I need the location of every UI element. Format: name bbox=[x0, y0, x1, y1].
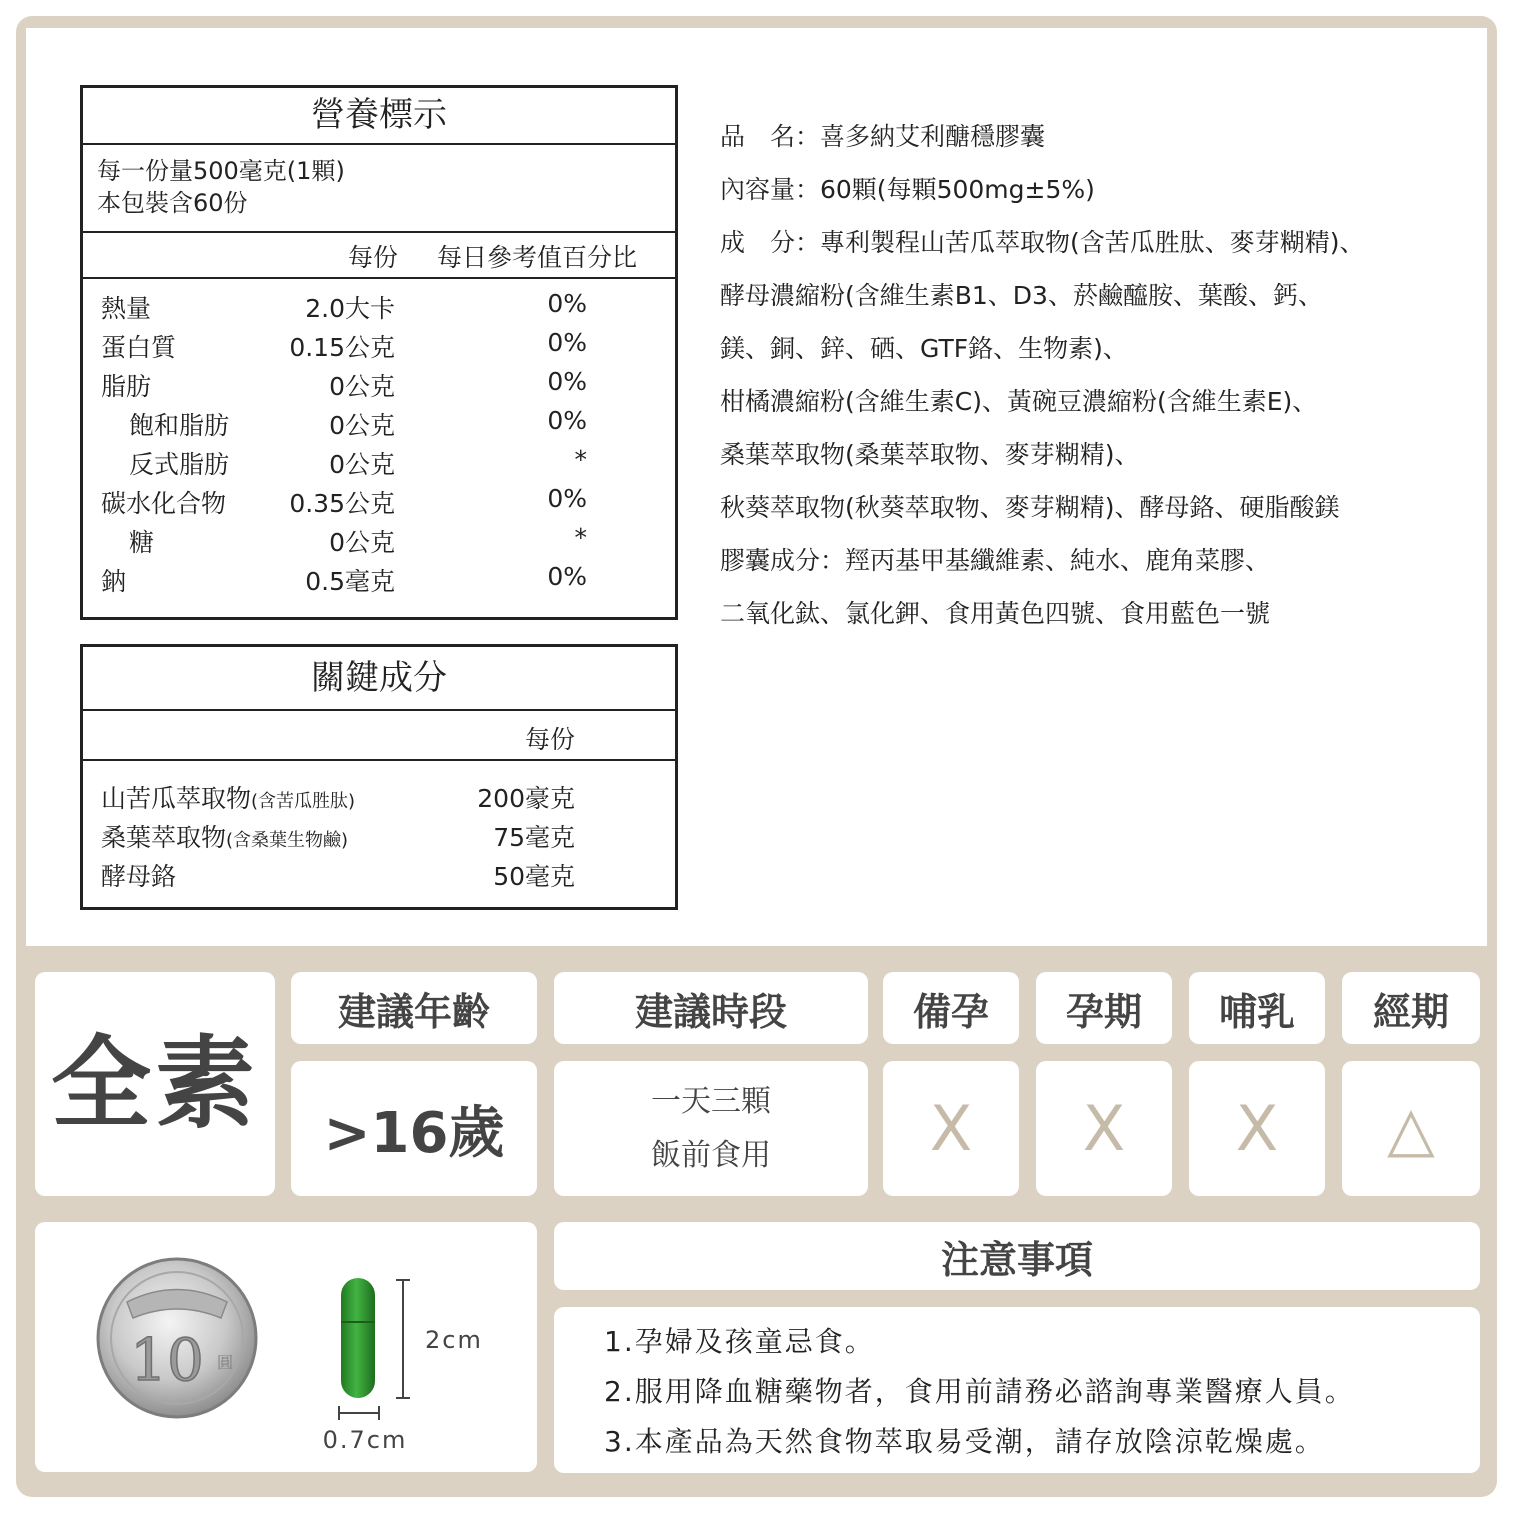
info-line: 膠囊成分：羥丙基甲基纖維素、純水、鹿角菜膠、 bbox=[720, 546, 1271, 575]
table-row bbox=[83, 562, 675, 601]
table-row bbox=[83, 406, 675, 445]
length-label: 2cm bbox=[425, 1326, 483, 1354]
nutrient-value: 0公克 bbox=[329, 411, 395, 440]
length-dimension-icon bbox=[396, 1280, 410, 1398]
table-row bbox=[83, 289, 675, 328]
nutrient-value: 0公克 bbox=[329, 528, 395, 557]
note-item: 2.服用降血糖藥物者，食用前請務必諮詢專業醫療人員。 bbox=[604, 1375, 1355, 1408]
nutrient-value: 0.35公克 bbox=[289, 489, 395, 518]
capsule-icon bbox=[341, 1278, 375, 1398]
table-row bbox=[83, 445, 675, 484]
table-row bbox=[83, 779, 675, 818]
suitability-mark-prep: X bbox=[883, 1061, 1019, 1196]
info-line: 鎂、銅、鋅、硒、GTF鉻、生物素)、 bbox=[720, 334, 1128, 363]
key-ingredients-header bbox=[83, 711, 675, 761]
nutrient-name: 熱量 bbox=[101, 294, 152, 323]
nutrient-name: 反式脂肪 bbox=[129, 450, 230, 479]
suitability-header-pregnancy: 孕期 bbox=[1036, 972, 1172, 1044]
nutrient-pct: * bbox=[574, 445, 587, 474]
diet-type-badge: 全素 bbox=[35, 972, 275, 1196]
key-ingredients-table bbox=[80, 644, 678, 910]
coin-suffix: 圓 bbox=[216, 1353, 234, 1372]
nutrient-name: 糖 bbox=[129, 528, 155, 557]
age-value: >16歲 bbox=[291, 1061, 537, 1196]
ingredient-label: 酵母鉻 bbox=[101, 862, 177, 891]
nutrient-name: 蛋白質 bbox=[101, 333, 177, 362]
timing-line-1: 一天三顆 bbox=[651, 1083, 771, 1119]
table-row bbox=[83, 484, 675, 523]
nutrient-pct: * bbox=[574, 523, 587, 552]
info-line: 二氧化鈦、氯化鉀、食用黃色四號、食用藍色一號 bbox=[720, 599, 1271, 628]
table-row bbox=[83, 857, 675, 896]
width-label: 0.7cm bbox=[322, 1426, 408, 1454]
table-row bbox=[83, 367, 675, 406]
nutrient-name: 飽和脂肪 bbox=[129, 411, 230, 440]
serving-size: 每一份量500毫克(1顆) bbox=[97, 157, 345, 185]
nutrient-pct: 0% bbox=[547, 289, 587, 318]
suitability-mark-breastfeeding: X bbox=[1189, 1061, 1325, 1196]
nutrient-name: 鈉 bbox=[101, 567, 127, 596]
note-item: 3.本產品為天然食物萃取易受潮，請存放陰涼乾燥處。 bbox=[604, 1425, 1325, 1458]
info-line: 柑橘濃縮粉(含維生素C)、黃碗豆濃縮粉(含維生素E)、 bbox=[720, 387, 1318, 416]
timing-value bbox=[554, 1061, 868, 1196]
nutrition-title: 營養標示 bbox=[83, 88, 675, 145]
nutrient-value: 2.0大卡 bbox=[305, 294, 395, 323]
table-row bbox=[83, 818, 675, 857]
nutrient-name: 碳水化合物 bbox=[101, 489, 227, 518]
info-line: 酵母濃縮粉(含維生素B1、D3、菸鹼醯胺、葉酸、鈣、 bbox=[720, 281, 1323, 310]
suitability-mark-menstruation: △ bbox=[1342, 1061, 1480, 1196]
width-dimension-icon bbox=[339, 1406, 379, 1420]
nutrition-header bbox=[83, 233, 675, 279]
timing-header: 建議時段 bbox=[554, 972, 868, 1044]
ingredient-label: 桑葉萃取物 bbox=[101, 823, 227, 852]
ingredient-name bbox=[101, 818, 348, 854]
ingredient-note: (含苦瓜胜肽) bbox=[251, 791, 356, 812]
ingredient-name bbox=[101, 779, 355, 815]
coin-icon bbox=[98, 1259, 256, 1417]
table-row bbox=[83, 328, 675, 367]
col-daily-pct: 每日參考值百分比 bbox=[437, 243, 638, 272]
table-row bbox=[83, 523, 675, 562]
nutrient-pct: 0% bbox=[547, 406, 587, 435]
serving-info bbox=[83, 145, 675, 233]
info-line: 品 名：喜多納艾利醣穩膠囊 bbox=[720, 122, 1046, 151]
nutrition-table bbox=[80, 85, 678, 620]
ingredient-note: (含桑葉生物鹼) bbox=[226, 830, 349, 851]
servings-per-pack: 本包裝含60份 bbox=[97, 189, 248, 217]
info-line: 成 分：專利製程山苦瓜萃取物(含苦瓜胜肽、麥芽糊精)、 bbox=[720, 228, 1365, 257]
ingredient-label: 山苦瓜萃取物 bbox=[101, 784, 252, 813]
info-line: 桑葉萃取物(桑葉萃取物、麥芽糊精)、 bbox=[720, 440, 1140, 469]
size-illustration bbox=[35, 1222, 537, 1472]
timing-line-2: 飯前食用 bbox=[651, 1137, 771, 1173]
size-comparison bbox=[35, 1222, 537, 1472]
notes-list bbox=[554, 1307, 1480, 1473]
notes-title: 注意事項 bbox=[554, 1222, 1480, 1290]
info-line: 秋葵萃取物(秋葵萃取物、麥芽糊精)、酵母鉻、硬脂酸鎂 bbox=[720, 493, 1340, 522]
ingredient-value: 50毫克 bbox=[493, 862, 575, 891]
info-line: 內容量：60顆(每顆500mg±5%) bbox=[720, 175, 1095, 204]
suitability-header-breastfeeding: 哺乳 bbox=[1189, 972, 1325, 1044]
nutrient-pct: 0% bbox=[547, 484, 587, 513]
product-info bbox=[720, 110, 1480, 640]
ingredient-name bbox=[101, 857, 176, 893]
nutrient-value: 0.5毫克 bbox=[305, 567, 395, 596]
nutrient-name: 脂肪 bbox=[101, 372, 152, 401]
coin-text: 10 bbox=[130, 1326, 204, 1394]
suitability-header-menstruation: 經期 bbox=[1342, 972, 1480, 1044]
nutrient-value: 0.15公克 bbox=[289, 333, 395, 362]
nutrient-value: 0公克 bbox=[329, 450, 395, 479]
nutrient-pct: 0% bbox=[547, 562, 587, 591]
key-ingredients-title: 關鍵成分 bbox=[83, 647, 675, 711]
suitability-mark-pregnancy: X bbox=[1036, 1061, 1172, 1196]
suitability-header-prep: 備孕 bbox=[883, 972, 1019, 1044]
age-header: 建議年齡 bbox=[291, 972, 537, 1044]
col-per-serving: 每份 bbox=[348, 243, 399, 272]
nutrient-pct: 0% bbox=[547, 328, 587, 357]
nutrient-value: 0公克 bbox=[329, 372, 395, 401]
note-item: 1.孕婦及孩童忌食。 bbox=[604, 1325, 875, 1358]
col-per-serving: 每份 bbox=[524, 725, 575, 754]
ingredient-value: 75毫克 bbox=[493, 823, 575, 852]
ingredient-value: 200豪克 bbox=[477, 784, 575, 813]
nutrient-pct: 0% bbox=[547, 367, 587, 396]
